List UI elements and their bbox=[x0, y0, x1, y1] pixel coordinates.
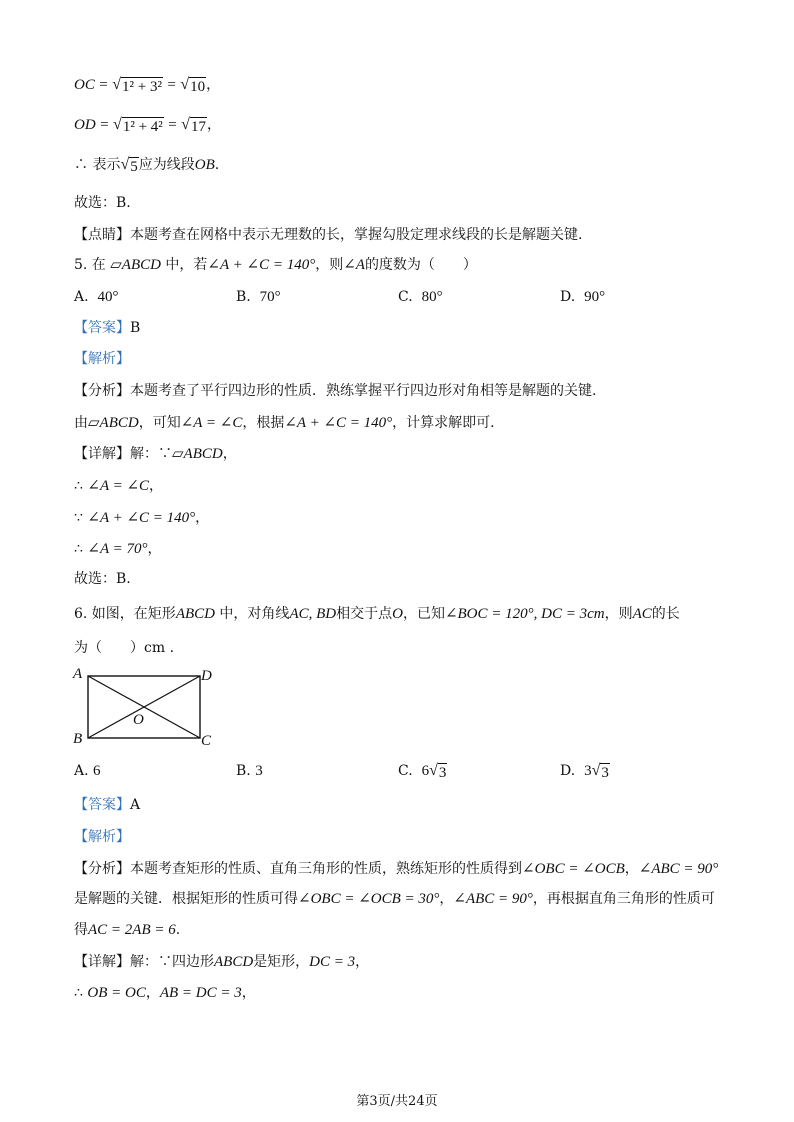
therefore-line: ∴ 表示 √ 5 应为线段OB. bbox=[74, 156, 220, 175]
q6-option-b: B. 3 bbox=[236, 763, 263, 779]
q6-step-1: ∴ OB = OC，AB = DC = 3， bbox=[74, 985, 256, 1001]
sqrt-expression: √ 1² + 3² bbox=[112, 76, 162, 95]
q6-analysis-3: 得AC = 2AB = 6. bbox=[74, 922, 181, 938]
sqrt-expression: √ 3 bbox=[429, 762, 447, 781]
question-6-stem-2: 为（ ）cm . bbox=[74, 640, 175, 656]
q6-option-a: A. 6 bbox=[74, 763, 101, 779]
q6-analysis-1: 【分析】本题考查矩形的性质、直角三角形的性质，熟练矩形的性质得到∠OBC = ∠OCB，∠ABC = 90° bbox=[74, 861, 719, 877]
q5-option-c: C. 80° bbox=[398, 289, 443, 305]
label-a: A bbox=[73, 666, 83, 682]
choose-line: 故选：B. bbox=[74, 195, 131, 211]
q5-analysis-tag: 【解析】 bbox=[74, 351, 130, 367]
sqrt-expression: √ 17 bbox=[181, 116, 206, 135]
comment-line: 【点睛】本题考查在网格中表示无理数的长，掌握勾股定理求线段的长是解题关键. bbox=[74, 227, 583, 243]
q6-analysis-2: 是解题的关键．根据矩形的性质可得∠OBC = ∠OCB = 30°，∠ABC = 90°，再根据直角三角形的性质可 bbox=[74, 891, 715, 907]
label-o: O bbox=[133, 712, 144, 728]
label-d: D bbox=[201, 668, 212, 684]
sqrt-expression: √ 3 bbox=[591, 762, 609, 781]
q5-step-1: ∴ ∠A = ∠C， bbox=[74, 478, 164, 494]
q6-answer: 【答案】A bbox=[74, 797, 141, 813]
q6-option-d: D. 3 √ 3 bbox=[560, 762, 609, 781]
q5-option-b: B. 70° bbox=[236, 289, 281, 305]
question-5-stem: 5. 在 ▱ABCD 中，若∠A + ∠C = 140°，则∠A的度数为（ ） bbox=[74, 257, 477, 273]
q5-analysis: 【分析】本题考查了平行四边形的性质．熟练掌握平行四边形对角相等是解题的关键. bbox=[74, 383, 597, 399]
sqrt-expression: √ 10 bbox=[180, 76, 206, 95]
q5-step-2: ∵ ∠A + ∠C = 140°， bbox=[74, 510, 210, 526]
rectangle-figure bbox=[70, 662, 220, 752]
q6-option-c: C. 6 √ 3 bbox=[398, 762, 447, 781]
q6-analysis-tag: 【解析】 bbox=[74, 829, 130, 845]
oc-equation: OC = √ 1² + 3² = √ 10 ， bbox=[74, 76, 221, 95]
q5-step-3: ∴ ∠A = 70°， bbox=[74, 541, 162, 557]
label-c: C bbox=[201, 733, 212, 749]
sqrt-expression: √ 1² + 4² bbox=[113, 116, 163, 135]
sqrt-expression: √ 5 bbox=[120, 156, 138, 175]
od-equation: OD = √ 1² + 4² = √ 17 ， bbox=[74, 116, 221, 135]
q5-detail: 【详解】解：∵▱ABCD， bbox=[74, 446, 237, 462]
q5-analysis-2: 由▱ABCD，可知∠A = ∠C，根据∠A + ∠C = 140°，计算求解即可. bbox=[74, 415, 495, 431]
question-6-stem: 6. 如图，在矩形ABCD 中，对角线AC, BD相交于点O，已知∠BOC = 120°, DC = 3cm，则AC的长 bbox=[74, 606, 680, 622]
q5-choose: 故选：B. bbox=[74, 571, 131, 587]
label-b: B bbox=[73, 731, 83, 747]
q5-option-d: D. 90° bbox=[560, 289, 606, 305]
q5-option-a: A. 40° bbox=[74, 289, 119, 305]
q5-answer: 【答案】B bbox=[74, 320, 141, 336]
q6-detail: 【详解】解：∵四边形ABCD是矩形，DC = 3， bbox=[74, 954, 370, 970]
page-footer: 第3页/共24页 bbox=[356, 1094, 438, 1109]
